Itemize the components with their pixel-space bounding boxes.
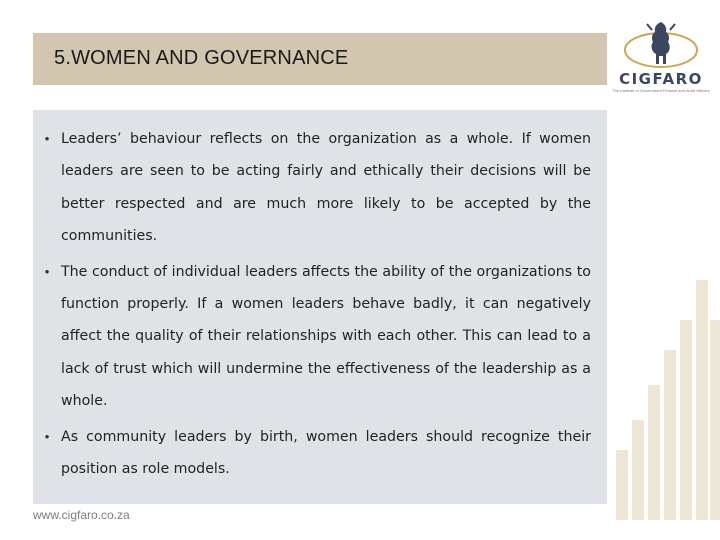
bullet-item: [33, 421, 607, 486]
bullet-dot-icon: •: [44, 263, 50, 279]
bullet-list: [33, 123, 607, 488]
bullet-item: [33, 256, 607, 418]
logo-wordmark: CIGFARO: [619, 70, 703, 88]
content-panel: [33, 110, 607, 504]
bullet-dot-icon: •: [44, 428, 50, 444]
bullet-item: [33, 123, 607, 253]
footer-website-url[interactable]: www.cigfaro.co.za: [33, 508, 130, 522]
logo-tagline: The Institute of Government Finance and Audit Officers: [612, 88, 710, 93]
slide-title: 5.WOMEN AND GOVERNANCE: [54, 47, 349, 69]
bullet-text: The conduct of individual leaders affects the ability of the organizations to function properly. If a women leaders behave badly, it can negatively affect the quality of their relationships with each other. This can lead to a lack of trust which will undermine the effectiveness of the leadership as a whole.: [61, 263, 591, 410]
bullet-text: Leaders’ behaviour reflects on the organization as a whole. If women leaders are seen to be acting fairly and ethically their decisions will be better respected and are much more likely to be accepted by the communities.: [61, 131, 591, 245]
slide-title-bar: [33, 33, 607, 85]
decorative-bars-graphic: [610, 120, 720, 520]
bullet-text: As community leaders by birth, women leaders should recognize their position as role models.: [61, 428, 591, 478]
bullet-dot-icon: •: [44, 131, 50, 146]
lion-crest-icon: [625, 22, 697, 67]
